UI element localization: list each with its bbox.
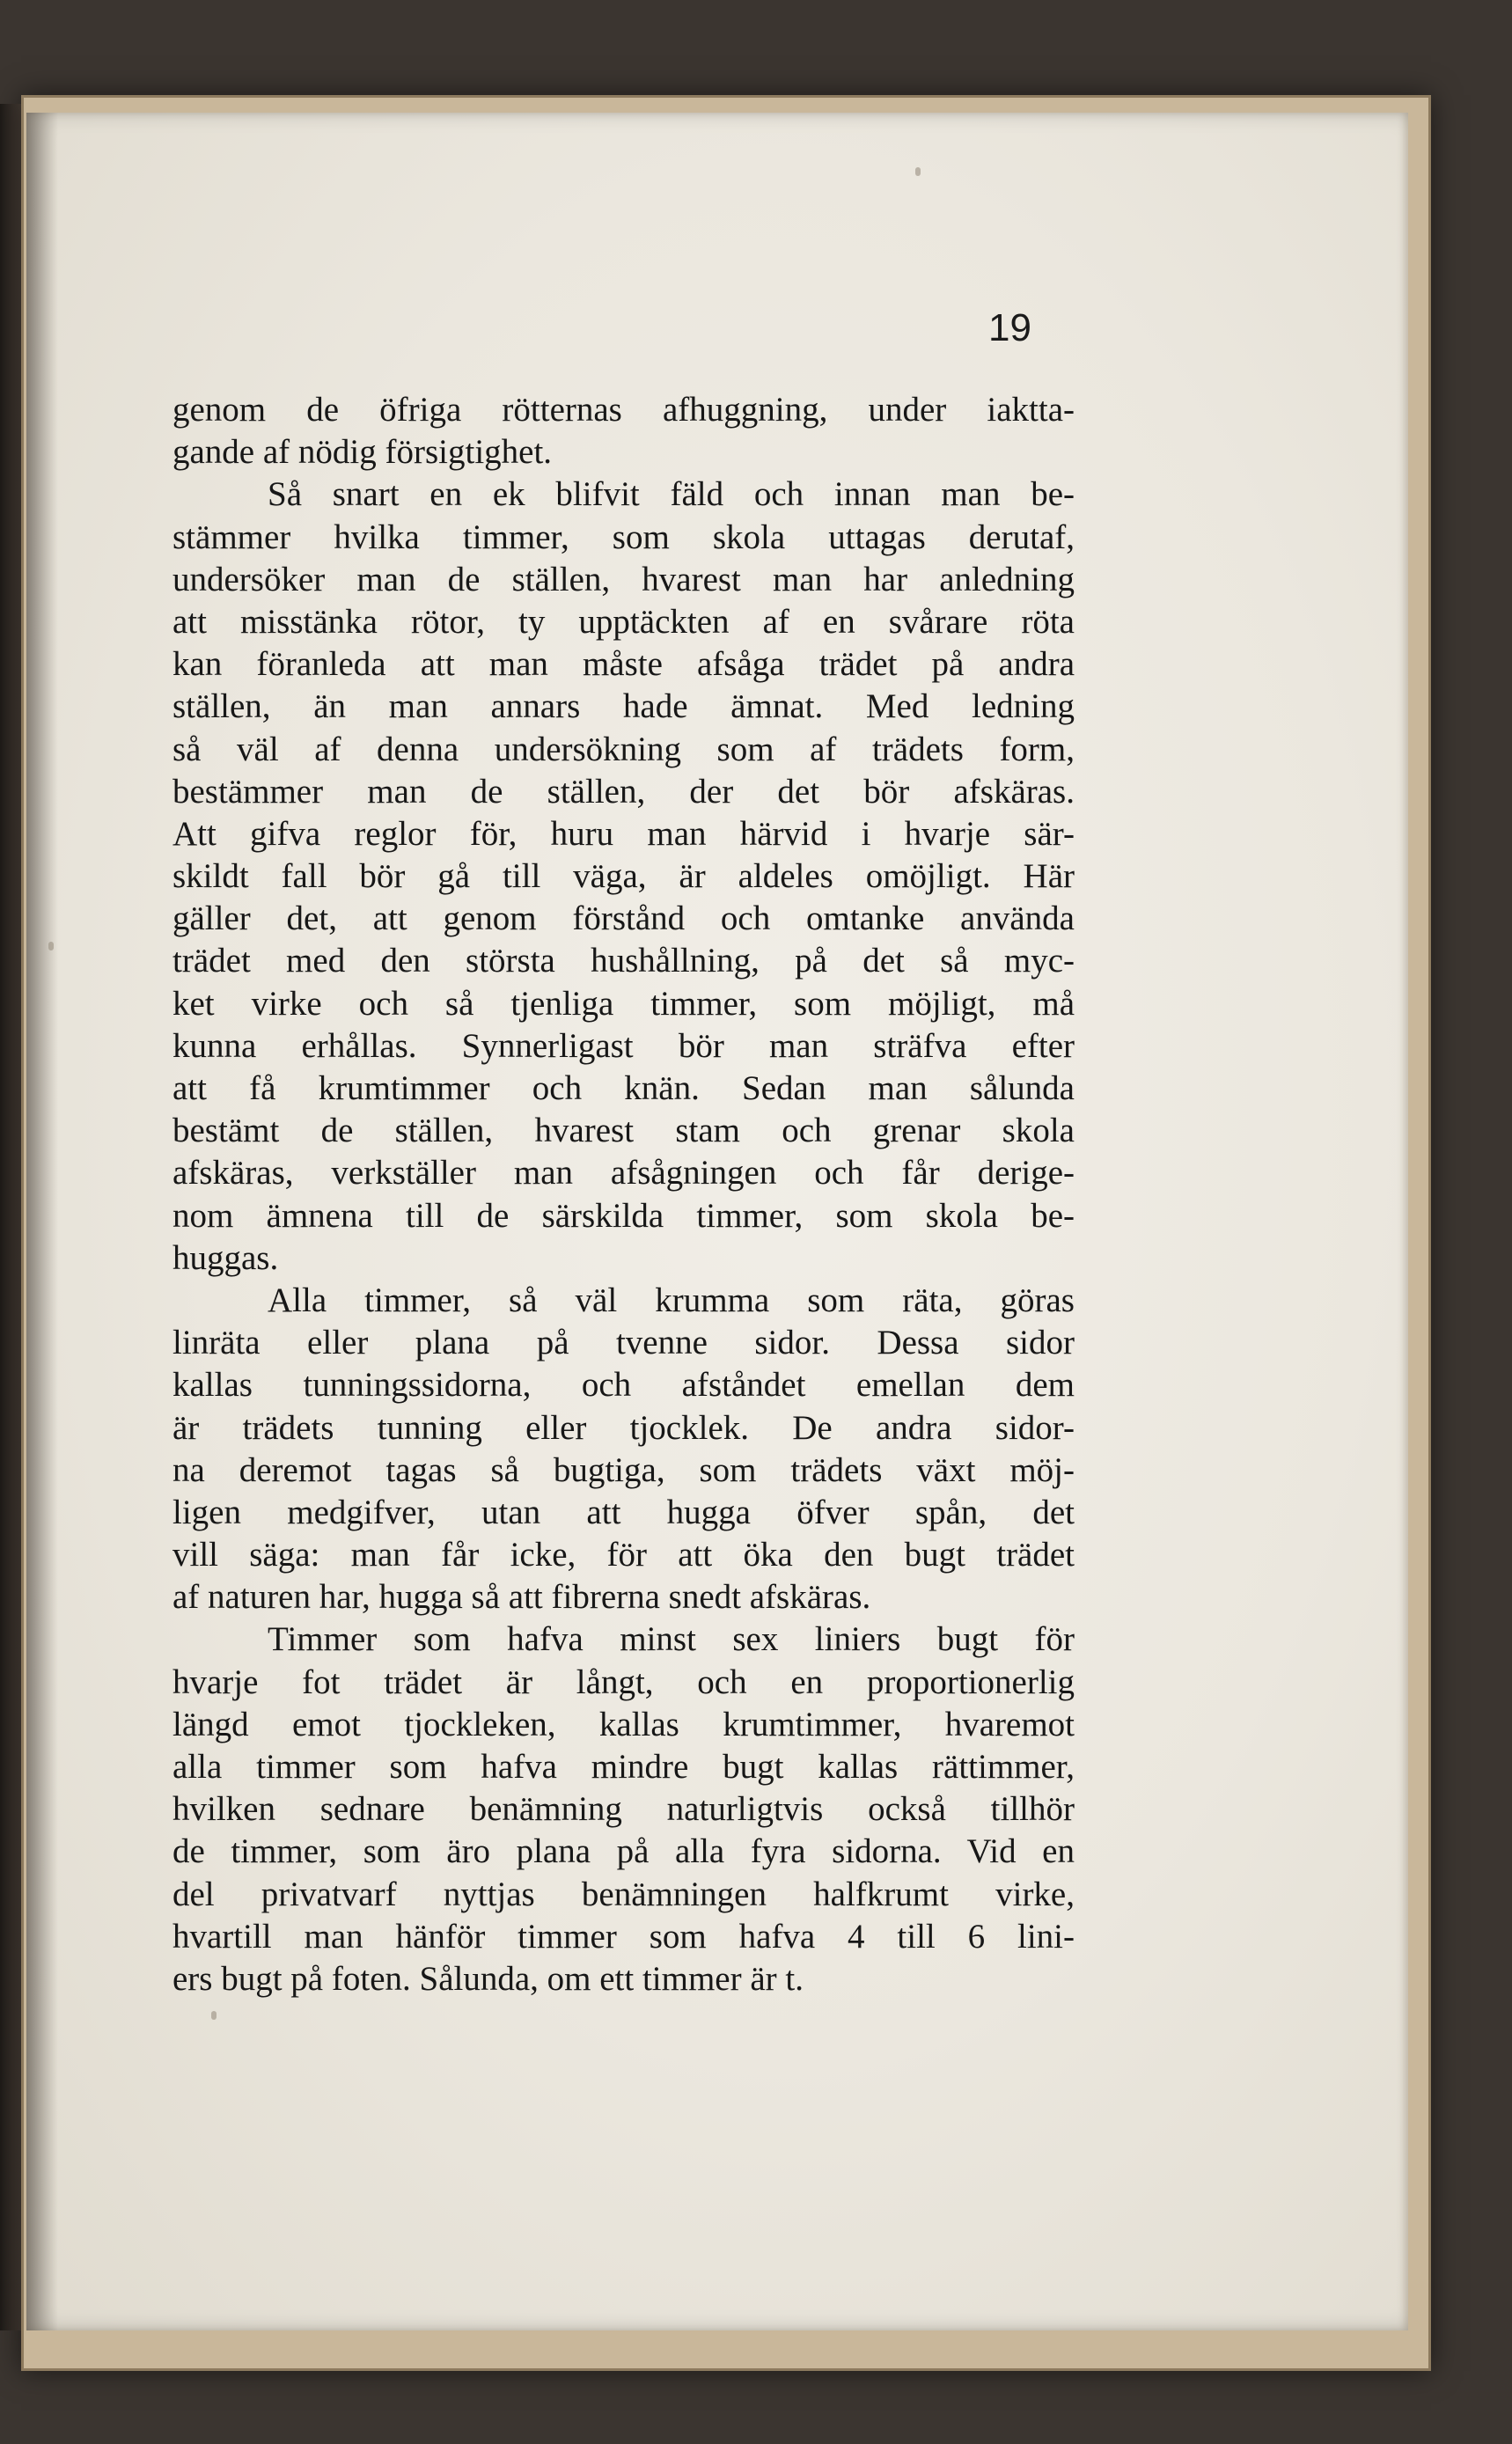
paper-speck [211, 2011, 217, 2020]
text-line: kunna erhållas. Synnerligast bör man sträfva efter [172, 1026, 1075, 1065]
text-line: ket virke och så tjenliga timmer, som möjligt, må [172, 984, 1075, 1023]
text-line: alla timmer som hafva mindre bugt kallas rättimmer, [172, 1748, 1075, 1786]
text-line: af naturen har, hugga så att fibrerna snedt afskäras. [172, 1578, 871, 1617]
text-line: kan föranleda att man måste afsåga trädet på andra [172, 645, 1075, 684]
text-line: Timmer som hafva minst sex liniers bugt för [268, 1620, 1075, 1659]
text-line: hvartill man hänför timmer som hafva 4 till 6 lini- [172, 1917, 1075, 1956]
paper-speck [915, 167, 921, 176]
text-line: huggas. [172, 1238, 279, 1277]
text-line: genom de öfriga rötternas afhuggning, under iaktta- [172, 391, 1075, 429]
text-line: ligen medgifver, utan att hugga öfver spån, det [172, 1493, 1075, 1531]
text-line: na deremot tagas så bugtiga, som trädets växt möj- [172, 1450, 1075, 1489]
text-line: hvilken sednare benämning naturligtvis också tillhör [172, 1790, 1075, 1829]
body-text [172, 389, 1075, 2000]
text-line: undersöker man de ställen, hvarest man har anledning [172, 560, 1075, 598]
text-line: nom ämnena till de särskilda timmer, som skola be- [172, 1196, 1075, 1235]
page-gutter [26, 113, 58, 2330]
text-line: vill säga: man får icke, för att öka den bugt trädet [172, 1536, 1075, 1574]
text-line: att misstänka rötor, ty upptäckten af en svårare röta [172, 602, 1075, 641]
text-line: ers bugt på foten. Sålunda, om ett timmer är t. [172, 1959, 804, 1998]
text-line: kallas tunningssidorna, och afståndet emellan dem [172, 1366, 1075, 1405]
paper-speck [48, 942, 54, 950]
text-line: del privatvarf nyttjas benämningen halfkrumt virke, [172, 1875, 1075, 1913]
text-line: gäller det, att genom förstånd och omtanke använda [172, 899, 1075, 938]
text-line: stämmer hvilka timmer, som skola uttagas derutaf, [172, 517, 1075, 556]
text-line: gande af nödig försigtighet. [172, 433, 553, 472]
page-number: 19 [988, 306, 1031, 349]
text-line: så väl af denna undersökning som af trädets form, [172, 730, 1075, 768]
text-line: hvarje fot trädet är långt, och en proportionerlig [172, 1662, 1075, 1701]
text-line: Så snart en ek blifvit fäld och innan man be- [268, 475, 1075, 514]
text-line: de timmer, som äro plana på alla fyra sidorna. Vid en [172, 1832, 1075, 1871]
text-line: längd emot tjockleken, kallas krumtimmer, hvaremot [172, 1705, 1075, 1743]
text-line: linräta eller plana på tvenne sidor. Dessa sidor [172, 1324, 1075, 1362]
text-line: trädet med den största hushållning, på det så myc- [172, 942, 1075, 980]
text-line: afskäras, verkställer man afsågningen och får derige- [172, 1154, 1075, 1193]
text-line: bestämt de ställen, hvarest stam och grenar skola [172, 1112, 1075, 1150]
text-line: skildt fall bör gå till väga, är aldeles omöjligt. Här [172, 857, 1075, 896]
text-line: bestämmer man de ställen, der det bör afskäras. [172, 772, 1075, 811]
text-line: är trädets tunning eller tjocklek. De andra sidor- [172, 1408, 1075, 1447]
text-line: ställen, än man annars hade ämnat. Med ledning [172, 687, 1075, 726]
text-line: Att gifva reglor för, huru man härvid i hvarje sär- [172, 814, 1075, 853]
text-line: Alla timmer, så väl krumma som räta, göras [268, 1281, 1075, 1319]
text-line: att få krumtimmer och knän. Sedan man sålunda [172, 1069, 1075, 1107]
